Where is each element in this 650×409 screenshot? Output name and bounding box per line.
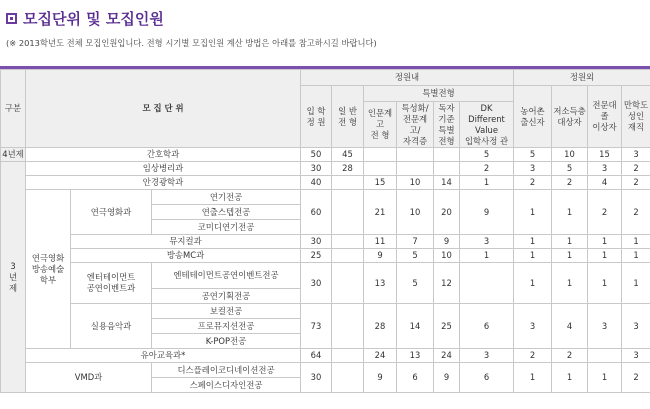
table-row: [1, 176, 650, 190]
cell-dokja: [434, 148, 460, 162]
cell-specialized: 6: [397, 363, 434, 393]
cell-college-grad: 1: [588, 235, 622, 249]
cell-general: 45: [332, 148, 364, 162]
cell-college-grad: 4: [588, 176, 622, 190]
cell-dk: 3: [460, 349, 514, 363]
cell-dokja: 14: [434, 176, 460, 190]
cell-general: [332, 176, 364, 190]
header-unit: 모 집 단 위: [26, 70, 301, 148]
cell-adult: 3: [622, 148, 650, 162]
major-name: 엔테테이먼트공연이벤트전공: [152, 263, 301, 289]
cell-college-grad: 1: [588, 363, 622, 393]
cell-dk: 6: [460, 363, 514, 393]
cell-dk: 3: [460, 235, 514, 249]
header-lowincome: 저소득층 대상자: [552, 86, 588, 148]
major-name: 코미디연기전공: [152, 220, 301, 235]
cell-general: 28: [332, 162, 364, 176]
cell-dk: 2: [460, 162, 514, 176]
header-specialized: 특성화/ 전문계고/ 자격증: [397, 102, 434, 148]
cell-adult: 3: [622, 304, 650, 349]
header-out-quota: 정원외: [514, 70, 650, 86]
table-row: [1, 148, 650, 162]
cell-specialized: [397, 148, 434, 162]
header-adult: 만학도 성인 재직: [622, 86, 650, 148]
cell-humanities: 15: [364, 176, 397, 190]
unit-name: 간호학과: [26, 148, 301, 162]
major-name: 스페이스디자인전공: [152, 378, 301, 393]
cell-college-grad: 1: [588, 249, 622, 263]
cell-general: [332, 249, 364, 263]
cell-adult: 2: [622, 363, 650, 393]
cell-humanities: 28: [364, 304, 397, 349]
cell-lowincome: 1: [552, 249, 588, 263]
cell-farm: 1: [514, 235, 552, 249]
cell-farm: 1: [514, 190, 552, 235]
header-dokja: 독자 기준 특별 전형: [434, 102, 460, 148]
cell-susi: 60: [301, 190, 332, 235]
header-dk: DK Different Value 입학사정 관: [460, 102, 514, 148]
cell-general: [332, 363, 364, 393]
cell-adult: 1: [622, 249, 650, 263]
cell-humanities: 11: [364, 235, 397, 249]
cell-farm: 2: [514, 176, 552, 190]
header-humanities: 인문계고 전 형: [364, 102, 397, 148]
header-general: 일 반 전 형: [332, 86, 364, 148]
cell-college-grad: 15: [588, 148, 622, 162]
header-row-1: [1, 70, 650, 86]
cell-adult: 1: [622, 235, 650, 249]
cell-adult: 1: [622, 263, 650, 304]
table-row: [1, 249, 650, 263]
cell-lowincome: 1: [552, 263, 588, 304]
gubun-3yr: 3 년 제: [1, 162, 26, 393]
cell-dokja: 24: [434, 349, 460, 363]
cell-specialized: 13: [397, 349, 434, 363]
cell-humanities: 24: [364, 349, 397, 363]
cell-college-grad: 1: [588, 263, 622, 304]
cell-specialized: 14: [397, 304, 434, 349]
table-row: [1, 162, 650, 176]
cell-lowincome: 4: [552, 304, 588, 349]
major-name: K-POP전공: [152, 334, 301, 349]
cell-college-grad: [588, 349, 622, 363]
cell-lowincome: 1: [552, 363, 588, 393]
cell-lowincome: 2: [552, 176, 588, 190]
major-name: 연출스텝전공: [152, 205, 301, 220]
cell-college-grad: 2: [588, 190, 622, 235]
unit-name: 안경광학과: [26, 176, 301, 190]
cell-susi: 25: [301, 249, 332, 263]
cell-adult: 2: [622, 176, 650, 190]
cell-humanities: 9: [364, 363, 397, 393]
cell-dk: [460, 263, 514, 304]
cell-susi: 30: [301, 363, 332, 393]
cell-dk: 9: [460, 190, 514, 235]
cell-dokja: 10: [434, 249, 460, 263]
major-name: 연기전공: [152, 190, 301, 205]
cell-adult: 2: [622, 162, 650, 176]
cell-specialized: 5: [397, 263, 434, 304]
header-farm: 농어촌 출신자: [514, 86, 552, 148]
admission-table: [0, 69, 650, 393]
cell-farm: 1: [514, 363, 552, 393]
cell-lowincome: 2: [552, 349, 588, 363]
dept-name: VMD과: [26, 363, 152, 393]
cell-specialized: 10: [397, 176, 434, 190]
table-row: [1, 235, 650, 249]
cell-susi: 64: [301, 349, 332, 363]
page-title: 모집단위 및 모집인원: [23, 9, 164, 28]
unit-name: 유아교육과*: [26, 349, 301, 363]
major-name: 공연기획전공: [152, 289, 301, 304]
cell-dk: 5: [460, 148, 514, 162]
cell-general: [332, 263, 364, 304]
cell-general: [332, 349, 364, 363]
cell-adult: 3: [622, 349, 650, 363]
cell-susi: 50: [301, 148, 332, 162]
dept-name: 연극영화과: [71, 190, 152, 235]
cell-specialized: 10: [397, 190, 434, 235]
cell-dk: 1: [460, 249, 514, 263]
cell-susi: 40: [301, 176, 332, 190]
cell-general: [332, 190, 364, 235]
school-film-broadcast: 연극영화 방송예술 학부: [26, 190, 71, 349]
table-row: [1, 304, 650, 319]
cell-humanities: 9: [364, 249, 397, 263]
header-susi: 입 학 정 원: [301, 86, 332, 148]
table-row: [1, 349, 650, 363]
cell-humanities: [364, 148, 397, 162]
cell-specialized: [397, 162, 434, 176]
page-note: (※ 2013학년도 전체 모집인원입니다. 전형 시기별 모집인원 계산 방법은 아래를 참고하시길 바랍니다): [6, 38, 377, 48]
cell-farm: 1: [514, 263, 552, 304]
table-row: [1, 190, 650, 205]
cell-specialized: 7: [397, 235, 434, 249]
header-college-grad: 전문대졸 이상자: [588, 86, 622, 148]
cell-susi: 30: [301, 235, 332, 249]
square-bullet-icon: [6, 13, 17, 24]
cell-specialized: 5: [397, 249, 434, 263]
cell-dk: 6: [460, 304, 514, 349]
header-in-quota: 정원내: [301, 70, 514, 86]
cell-lowincome: 5: [552, 162, 588, 176]
cell-dk: 1: [460, 176, 514, 190]
header-gubun: 구분: [1, 70, 26, 148]
cell-dokja: 9: [434, 235, 460, 249]
unit-name: 임상병리과: [26, 162, 301, 176]
cell-farm: 2: [514, 349, 552, 363]
cell-farm: 1: [514, 249, 552, 263]
cell-humanities: 21: [364, 190, 397, 235]
gubun-4yr: 4년제: [1, 148, 26, 162]
cell-susi: 30: [301, 162, 332, 176]
dept-name: 실용음악과: [71, 304, 152, 349]
cell-lowincome: 1: [552, 235, 588, 249]
unit-name: 방송MC과: [71, 249, 301, 263]
table-row: [1, 263, 650, 289]
major-name: 프로뮤지션전공: [152, 319, 301, 334]
cell-dokja: 9: [434, 363, 460, 393]
cell-college-grad: 3: [588, 162, 622, 176]
cell-dokja: [434, 162, 460, 176]
cell-farm: 5: [514, 148, 552, 162]
cell-college-grad: 3: [588, 304, 622, 349]
cell-farm: 3: [514, 162, 552, 176]
cell-general: [332, 235, 364, 249]
cell-humanities: 13: [364, 263, 397, 304]
cell-humanities: [364, 162, 397, 176]
cell-dokja: 12: [434, 263, 460, 304]
cell-lowincome: 10: [552, 148, 588, 162]
cell-farm: 3: [514, 304, 552, 349]
major-name: 보컬전공: [152, 304, 301, 319]
cell-adult: 2: [622, 190, 650, 235]
table-row: [1, 363, 650, 378]
cell-susi: 73: [301, 304, 332, 349]
cell-general: [332, 304, 364, 349]
dept-name: 엔터테이먼트 공연이벤트과: [71, 263, 152, 304]
cell-dokja: 20: [434, 190, 460, 235]
cell-susi: 30: [301, 263, 332, 304]
header-special: 특별전형: [364, 86, 514, 102]
major-name: 디스플레이코디네이션전공: [152, 363, 301, 378]
page-heading: [6, 7, 164, 29]
unit-name: 뮤지컬과: [71, 235, 301, 249]
cell-dokja: 25: [434, 304, 460, 349]
cell-lowincome: 1: [552, 190, 588, 235]
